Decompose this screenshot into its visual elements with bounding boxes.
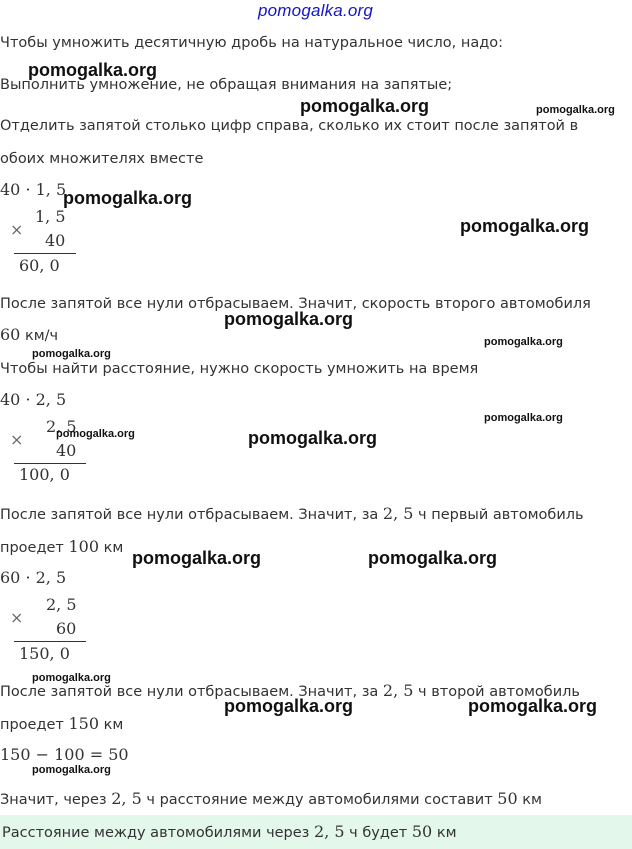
conclusion-unit: км [522,792,542,808]
watermark: pomogalka.org [56,428,135,440]
watermark: pomogalka.org [484,336,563,348]
after-calc2-unit: км [103,540,124,556]
conclusion [0,790,542,809]
answer-box [0,815,632,849]
after-calc2-text-b: ч первый автомобиль [418,507,584,523]
calc2-multiplicand: 2, 5 [46,417,77,436]
speed-value: 60 [0,325,21,344]
conclusion-text-b: ч расстояние между автомобилями составит [146,792,493,808]
distance-value-2: 150 [68,714,100,733]
after-calc3-text-a: После запятой все нули отбрасываем. Значит, за [0,684,379,700]
calc1-line [14,253,76,254]
time-value-2: 2, 5 [382,681,414,700]
conclusion-distance: 50 [497,789,518,808]
calc3-line [14,641,86,642]
after-calc3-text-b: ч второй автомобиль [418,684,580,700]
rule-step-2-line-2: обоих множителях вместе [0,151,204,167]
calc1-multiplier: 40 [45,231,66,250]
rule-step-2-line-1: Отделить запятой столько цифр справа, сколько их стоит после запятой в [0,118,579,134]
watermark: pomogalka.org [132,548,262,568]
watermark: pomogalka.org [248,428,378,448]
watermark: pomogalka.org [224,309,354,329]
watermark: pomogalka.org [368,548,498,568]
after-calc1-line-1: После запятой все нули отбрасываем. Значит, скорость второго автомобиля [0,296,591,312]
after-calc2-line-1 [0,505,584,524]
calc3-expression: 60 · 2, 5 [0,568,67,587]
conclusion-text-a: Значит, через [0,792,107,808]
after-calc3-unit: км [103,717,124,733]
watermark: pomogalka.org [224,696,354,716]
answer-text-b: ч будет [349,825,408,841]
after-calc2-text-a: После запятой все нули отбрасываем. Значит, за [0,507,379,523]
answer-text [2,822,457,841]
calc2-expression: 40 · 2, 5 [0,390,67,409]
answer-time: 2, 5 [314,822,345,841]
answer-text-a: Расстояние между автомобилями через [2,825,310,841]
rule-intro: Чтобы умножить десятичную дробь на натуральное число, надо: [0,35,503,51]
distance-value-1: 100 [68,537,100,556]
rule-step-1: Выполнить умножение, не обращая внимания на запятые; [0,77,453,93]
speed-unit: км/ч [24,328,59,344]
after-calc3-text-c: проедет [0,717,64,733]
calc3-multiplier: 60 [56,619,77,638]
difference-equation: 150 − 100 = 50 [0,745,129,764]
calc2-multiplier: 40 [56,441,77,460]
watermark: pomogalka.org [468,696,598,716]
calc1-times-sign: × [10,220,24,239]
calc1-expression: 40 · 1, 5 [0,180,67,199]
watermark: pomogalka.org [32,764,111,776]
after-calc1-line-2 [0,326,58,345]
watermark-top: pomogalka.org [258,1,374,20]
watermark: pomogalka.org [536,104,615,116]
calc2-times-sign: × [10,430,24,449]
watermark: pomogalka.org [32,672,111,684]
after-calc2-text-c: проедет [0,540,64,556]
after-calc2-line-2 [0,538,123,557]
conclusion-time: 2, 5 [111,789,142,808]
after-calc3-line-2 [0,715,123,734]
watermark: pomogalka.org [32,348,111,360]
calc3-result: 150, 0 [19,644,70,663]
distance-rule: Чтобы найти расстояние, нужно скорость умножить на время [0,361,479,377]
watermark: pomogalka.org [484,412,563,424]
answer-distance: 50 [411,822,433,841]
calc1-multiplicand: 1, 5 [35,207,66,226]
watermark: pomogalka.org [63,188,193,208]
calc2-line [14,463,86,464]
calc1-result: 60, 0 [19,256,60,275]
watermark: pomogalka.org [28,60,158,80]
calc3-times-sign: × [10,608,24,627]
time-value-1: 2, 5 [382,504,414,523]
calc2-result: 100, 0 [19,465,70,484]
watermark: pomogalka.org [460,216,590,236]
calc3-multiplicand: 2, 5 [46,595,77,614]
watermark: pomogalka.org [300,96,430,116]
answer-unit: км [436,825,457,841]
